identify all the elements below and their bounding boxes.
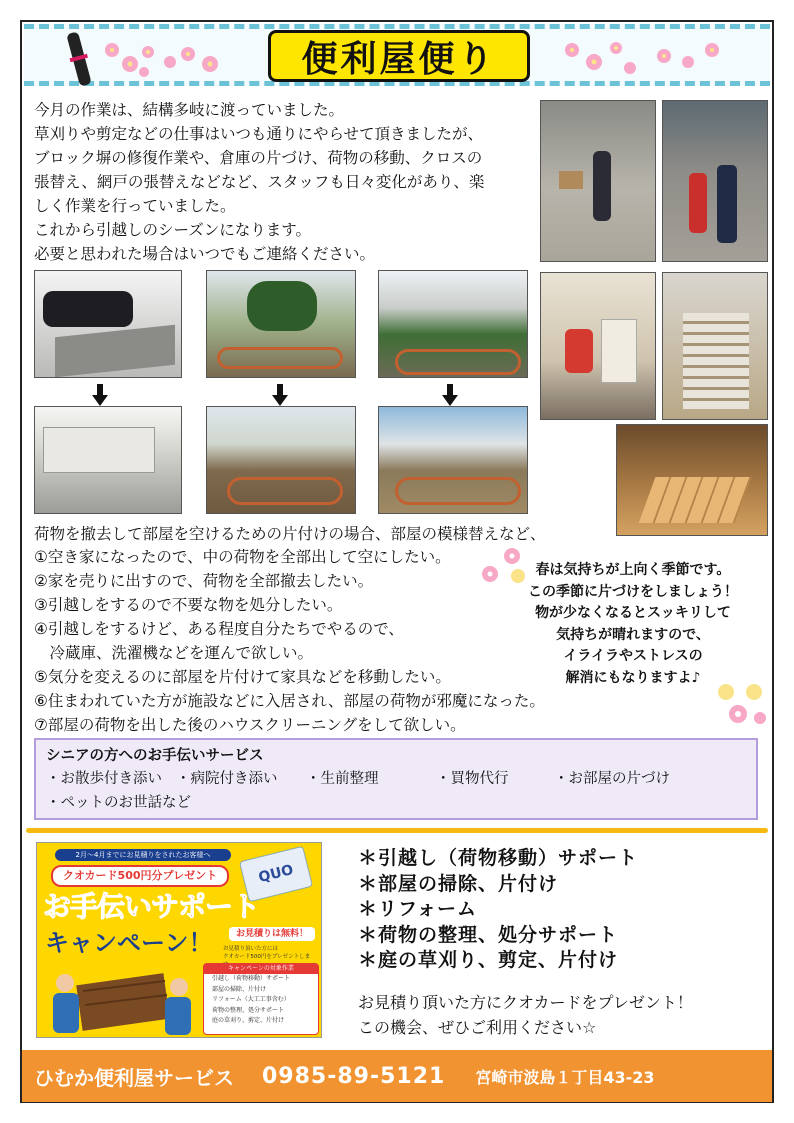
senior-service-item: ・お散歩付き添い xyxy=(46,771,162,787)
spring-line: 春は気持ちが上向く季節です。 xyxy=(535,562,731,578)
flyer-headline: お手伝いサポート xyxy=(43,890,260,923)
down-arrow-icon xyxy=(92,384,108,406)
list-item: ⑦部屋の荷物を出した後のハウスクリーニングをして欲しい。 xyxy=(34,716,466,734)
list-item: ④引越しをするけど、ある程度自分たちでやるので、 xyxy=(34,620,404,638)
service-item: ＊荷物の整理、処分サポート xyxy=(358,923,619,946)
list-item: 冷蔵庫、洗濯機などを運んで欲しい。 xyxy=(34,644,314,662)
divider xyxy=(26,828,768,833)
company-name: ひむか便利屋サービス xyxy=(34,1065,234,1090)
photo-truck-loading xyxy=(540,272,656,420)
senior-service-item: ・生前整理 xyxy=(306,771,379,787)
list-item: ⑥住まわれていた方が施設などに入居され、部屋の荷物が邪魔になった。 xyxy=(34,692,545,710)
flyer-target-item: 庭の草刈り、剪定、片付け xyxy=(212,1017,285,1024)
flyer-badge: クオカード500円分プレゼント xyxy=(51,865,229,887)
senior-service-item: ・ペットのお世話など xyxy=(46,795,191,811)
flower-cluster-icon xyxy=(100,38,160,80)
senior-services-title: シニアの方へのお手伝いサービス xyxy=(46,748,264,764)
service-item: ＊庭の草刈り、剪定、片付け xyxy=(358,949,619,971)
photo-after-garden xyxy=(206,406,356,514)
photo-wood-floor-boards xyxy=(616,424,768,536)
intro-line: 今月の作業は、結構多岐に渡っていました。 xyxy=(34,101,345,119)
service-item: ＊部屋の掃除、片付け xyxy=(358,872,559,895)
flyer-free-estimate: お見積りは無料！ xyxy=(229,927,315,941)
flyer-target-item: 引越し（荷物移動）サポート xyxy=(212,975,291,982)
service-item: ＊リフォーム xyxy=(358,898,478,920)
spring-line: 気持ちが晴れますので、 xyxy=(556,626,710,643)
flyer-small-note-line: クオカード500円をプレゼントしま xyxy=(223,954,311,960)
flyer-top-note: 2月〜4月までにお見積りをされたお客様へ xyxy=(55,849,231,861)
spring-note xyxy=(498,560,768,689)
photo-after-yard xyxy=(378,406,528,514)
list-item: ③引越しをするので不要な物を処分したい。 xyxy=(34,596,343,614)
page-title-box xyxy=(268,30,530,82)
intro-text xyxy=(34,98,534,266)
photo-warehouse-team xyxy=(662,100,768,262)
service-list xyxy=(358,846,638,974)
list-intro: 荷物を撤去して部屋を空けるための片付けの場合、部屋の模様替えなど、 xyxy=(34,525,546,543)
flyer-target-item: 荷物の整理、処分サポート xyxy=(212,1006,285,1014)
intro-line: 張替え、網戸の張替えなどなど、スタッフも日々変化があり、楽 xyxy=(34,173,485,191)
senior-service-item: ・買物代行 xyxy=(436,771,509,787)
intro-line: 草刈りや剪定などの仕事はいつも通りにやらせて頂きましたが、 xyxy=(34,125,484,143)
flyer-target-title: キャンペーンの対象作業 xyxy=(204,964,318,974)
photo-before-block-wall xyxy=(34,270,182,378)
spring-line: 物が少なくなるとスッキリして xyxy=(535,605,731,621)
photo-staircase xyxy=(662,272,768,420)
flyer-small-note-line: お見積り頂いた方には xyxy=(223,946,279,952)
list-item: ⑤気分を変えるのに部屋を片付けて家具などを移動したい。 xyxy=(34,668,451,686)
estimate-line: お見積り頂いた方にクオカードをプレゼント！ xyxy=(358,993,693,1012)
quo-card: QUO xyxy=(239,846,313,903)
spring-line: イライラやストレスの xyxy=(563,648,703,664)
diploma-scroll-icon xyxy=(64,30,94,88)
footer-bar xyxy=(22,1050,772,1102)
flower-cluster-icon xyxy=(560,36,640,80)
down-arrow-icon xyxy=(272,384,288,406)
list-item: ①空き家になったので、中の荷物を全部出して空にしたい。 xyxy=(34,548,451,566)
flyer-target-box xyxy=(203,963,319,1035)
flower-cluster-icon xyxy=(650,40,730,80)
intro-line: 必要と思われた場合はいつでもご連絡ください。 xyxy=(34,245,376,263)
flower-cluster-icon xyxy=(710,676,770,732)
senior-services-box xyxy=(34,738,758,820)
intro-line: しく作業を行っていました。 xyxy=(34,197,236,215)
flyer-target-item: リフォーム（大工工事含む） xyxy=(212,996,290,1003)
campaign-flyer xyxy=(36,842,322,1038)
movers-carrying-furniture-icon xyxy=(45,957,197,1037)
flower-cluster-icon xyxy=(160,44,230,80)
intro-line: ブロック塀の修復作業や、倉庫の片づけ、荷物の移動、クロスの xyxy=(34,149,483,167)
company-address: 宮崎市波島１丁目43-23 xyxy=(475,1067,655,1087)
down-arrow-icon xyxy=(442,384,458,406)
spring-line: この季節に片づけをしましょう！ xyxy=(528,583,738,600)
intro-line: これから引越しのシーズンになります。 xyxy=(34,221,311,239)
phone-number[interactable]: 0985-89-5121 xyxy=(262,1063,446,1089)
flyer-target-item: 部屋の掃除、片付け xyxy=(212,985,267,993)
estimate-note xyxy=(358,990,693,1040)
photo-warehouse-worker xyxy=(540,100,656,262)
photo-before-garden xyxy=(206,270,356,378)
photo-before-yard xyxy=(378,270,528,378)
spring-line: 解消にもなりますよ♪ xyxy=(565,669,701,686)
service-item: ＊引越し（荷物移動）サポート xyxy=(358,847,639,869)
flyer-headline-2: キャンペーン！ xyxy=(45,929,213,957)
page-title: 便利屋便り xyxy=(301,38,497,80)
senior-service-item: ・病院付き添い xyxy=(176,771,278,787)
senior-service-item: ・お部屋の片づけ xyxy=(554,771,670,787)
photo-after-block-wall xyxy=(34,406,182,514)
list-item: ②家を売りに出すので、荷物を全部撤去したい。 xyxy=(34,572,374,590)
estimate-line: この機会、ぜひご利用ください☆ xyxy=(358,1018,597,1037)
